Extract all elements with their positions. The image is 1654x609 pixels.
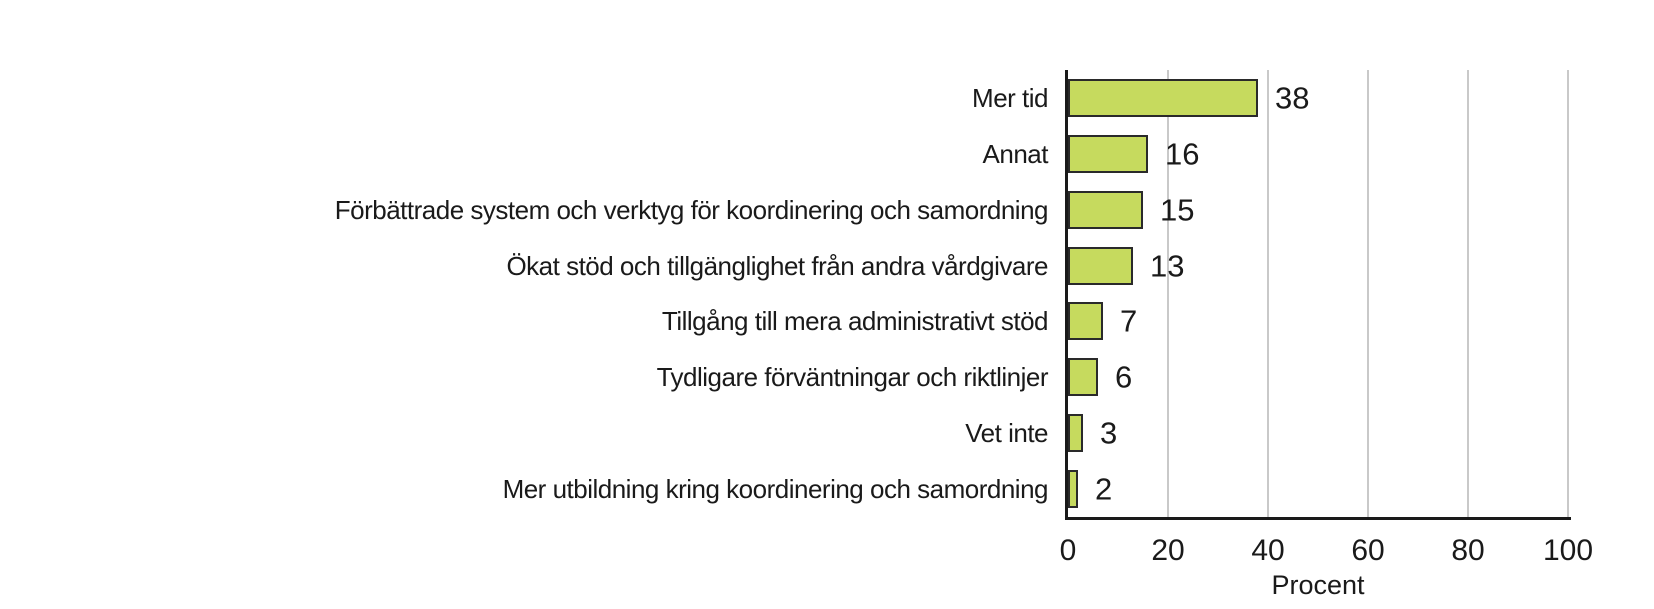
- value-label: 15: [1160, 192, 1195, 228]
- gridline: [1367, 70, 1369, 517]
- category-label: Vet inte: [965, 418, 1048, 449]
- x-tick-label: 80: [1451, 534, 1485, 567]
- bar: [1068, 358, 1098, 396]
- category-label: Förbättrade system och verktyg för koordinering och samordning: [334, 194, 1048, 225]
- bar: [1068, 79, 1258, 117]
- value-label: 13: [1150, 248, 1185, 284]
- value-label: 3: [1100, 415, 1118, 451]
- x-axis-title: Procent: [1271, 570, 1365, 600]
- category-label: Annat: [982, 138, 1048, 169]
- gridline: [1267, 70, 1269, 517]
- value-label: 2: [1095, 471, 1113, 507]
- bar: [1068, 247, 1133, 285]
- gridline: [1467, 70, 1469, 517]
- value-label: 7: [1120, 303, 1138, 339]
- bar: [1068, 135, 1148, 173]
- bar: [1068, 302, 1103, 340]
- x-tick-label: 20: [1151, 534, 1185, 567]
- category-label: Mer utbildning kring koordinering och samordning: [502, 474, 1048, 505]
- bar: [1068, 414, 1083, 452]
- bar: [1068, 470, 1078, 508]
- category-label: Ökat stöd och tillgänglighet från andra vårdgivare: [506, 250, 1048, 281]
- category-label: Mer tid: [972, 82, 1048, 113]
- value-label: 16: [1165, 136, 1200, 172]
- x-tick-label: 100: [1542, 534, 1594, 567]
- category-label: Tillgång till mera administrativt stöd: [661, 306, 1048, 337]
- value-label: 6: [1115, 359, 1133, 395]
- x-axis-line: [1065, 517, 1571, 520]
- bar: [1068, 191, 1143, 229]
- x-tick-label: 40: [1251, 534, 1285, 567]
- x-tick-label: 60: [1351, 534, 1385, 567]
- value-label: 38: [1275, 80, 1310, 116]
- x-tick-label: 0: [1059, 534, 1077, 567]
- category-label: Tydligare förväntningar och riktlinjer: [656, 362, 1048, 393]
- gridline: [1567, 70, 1569, 517]
